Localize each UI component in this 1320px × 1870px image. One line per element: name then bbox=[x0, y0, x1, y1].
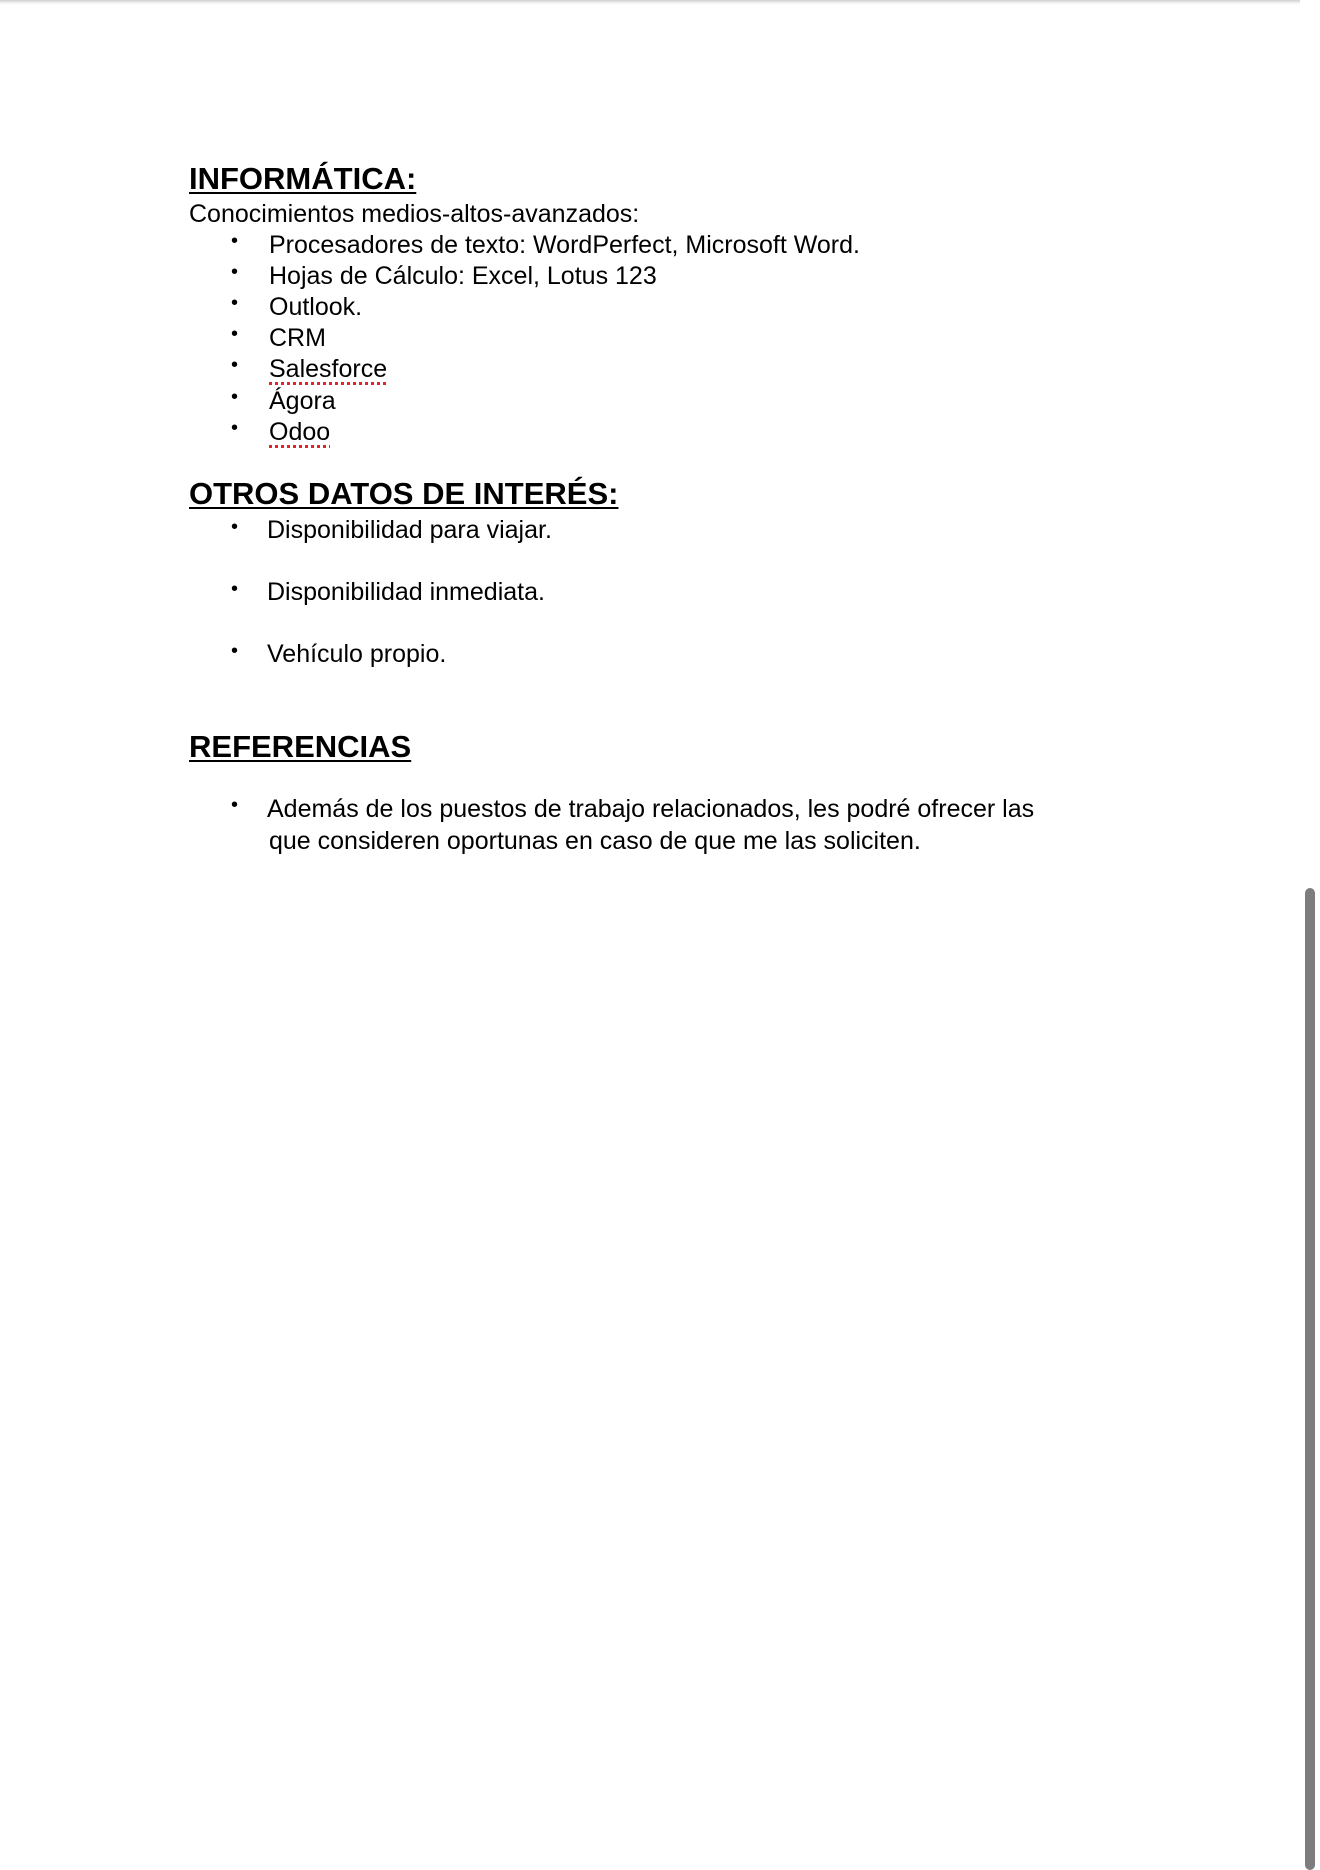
list-item-misspelled[interactable]: Odoo bbox=[269, 418, 331, 446]
bullet-icon: • bbox=[231, 354, 239, 376]
bullet-icon: • bbox=[231, 261, 239, 283]
list-item: Hojas de Cálculo: Excel, Lotus 123 bbox=[269, 262, 657, 290]
section-heading-referencias: REFERENCIAS bbox=[189, 729, 412, 764]
list-item: CRM bbox=[269, 324, 326, 352]
bullet-icon: • bbox=[231, 640, 239, 662]
bullet-icon: • bbox=[231, 794, 239, 816]
list-item: Outlook. bbox=[269, 293, 363, 321]
list-item: Vehículo propio. bbox=[267, 640, 447, 668]
bullet-icon: • bbox=[231, 292, 239, 314]
references-line-2: que consideren oportunas en caso de que me las soliciten. bbox=[269, 827, 921, 855]
bullet-icon: • bbox=[231, 516, 239, 538]
list-item-misspelled[interactable]: Salesforce bbox=[269, 355, 388, 383]
informatica-intro: Conocimientos medios-altos-avanzados: bbox=[189, 200, 640, 228]
section-heading-informatica: INFORMÁTICA: bbox=[189, 161, 417, 196]
references-line-1: Además de los puestos de trabajo relacionados, les podré ofrecer las bbox=[267, 795, 1035, 823]
list-item: Disponibilidad para viajar. bbox=[267, 516, 552, 544]
vertical-scrollbar[interactable] bbox=[1300, 0, 1320, 1870]
bullet-icon: • bbox=[231, 578, 239, 600]
document-page[interactable] bbox=[0, 6, 1300, 1870]
bullet-icon: • bbox=[231, 417, 239, 439]
list-item: Ágora bbox=[269, 387, 336, 415]
list-item: Procesadores de texto: WordPerfect, Microsoft Word. bbox=[269, 231, 860, 259]
list-item: Disponibilidad inmediata. bbox=[267, 578, 545, 606]
window-top-edge bbox=[0, 0, 1320, 5]
bullet-icon: • bbox=[231, 386, 239, 408]
scrollbar-thumb[interactable] bbox=[1305, 888, 1315, 1870]
bullet-icon: • bbox=[231, 230, 239, 252]
section-heading-otros-datos: OTROS DATOS DE INTERÉS: bbox=[189, 476, 619, 511]
bullet-icon: • bbox=[231, 323, 239, 345]
